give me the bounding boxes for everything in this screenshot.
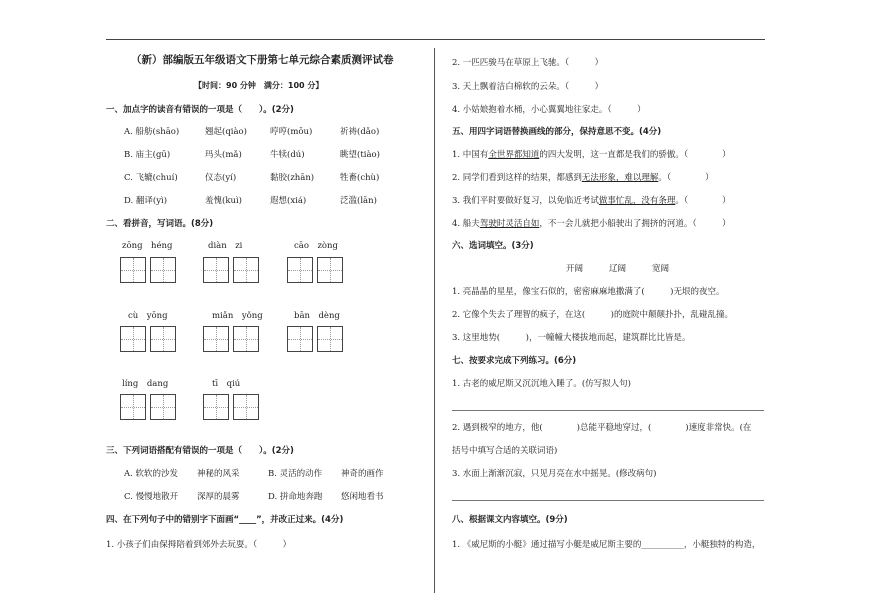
pinyin-label: diàn zi <box>208 241 243 251</box>
writing-grid[interactable] <box>203 257 259 283</box>
writing-grid[interactable] <box>287 326 343 352</box>
s3-option: 神秘的风采 <box>197 469 240 479</box>
s1-option: C. 飞辘(chuí) <box>124 173 178 183</box>
pinyin-label: líng dang <box>122 379 169 389</box>
s5-item: 1. 中国有全世界都知道的四大发明，这一直都是我们的骄傲。（ ） <box>452 150 731 160</box>
pinyin-label: miǎn yǒng <box>212 311 263 321</box>
s5-item: 2. 同学们看到这样的结果，都感到无法形象，难以理解。（ ） <box>452 173 714 183</box>
writing-grid[interactable] <box>287 257 343 283</box>
s1-option: 哼哼(mōu) <box>270 127 313 137</box>
s3-option: B. 灵活的动作 <box>268 469 323 479</box>
word-choice: 宽阔 <box>652 264 670 274</box>
s4-item: 2. 一匹匹骏马在草原上飞驰。（ ） <box>452 58 604 68</box>
s3-option: C. 慢慢地散开 <box>124 492 179 502</box>
s1-option: B. 庙主(gū) <box>124 150 171 160</box>
s3-option: A. 软软的沙发 <box>124 469 179 479</box>
s1-option: 牲畜(chù) <box>340 173 380 183</box>
section-6-heading: 六、选词填空。(3分) <box>452 241 534 251</box>
writing-grid[interactable] <box>120 326 176 352</box>
s3-option: 悠闲地看书 <box>341 492 384 502</box>
s7-item: 1. 古老的威尼斯又沉沉地入睡了。(仿写拟人句) <box>452 379 631 389</box>
section-5-heading: 五、用四字词语替换画线的部分，保持意思不变。(4分) <box>452 127 662 137</box>
pinyin-label: bān dèng <box>294 311 340 321</box>
s1-option: 泛滥(lān) <box>340 196 377 206</box>
answer-line[interactable] <box>452 500 764 501</box>
s1-option: 黏胶(zhān) <box>270 173 315 183</box>
s3-option: 神奇的画作 <box>341 469 384 479</box>
writing-grid[interactable] <box>203 394 259 420</box>
s7-item: 3. 水面上渐渐沉寂，只见月亮在水中摇晃。(修改病句) <box>452 469 657 479</box>
writing-grid[interactable] <box>203 326 259 352</box>
section-2-heading: 二、看拼音，写词语。(8分) <box>106 219 214 229</box>
s6-item: 1. 亮晶晶的星星，像宝石似的，密密麻麻地撒满了( )无垠的夜空。 <box>452 287 725 297</box>
exam-subtitle: 【时间：90 分钟 满分：100 分】 <box>194 81 324 90</box>
answer-line[interactable] <box>452 410 764 411</box>
s1-option: A. 船舫(shāo) <box>124 127 180 137</box>
writing-grid[interactable] <box>120 257 176 283</box>
s1-option: 玛头(mǎ) <box>205 150 242 160</box>
s3-option: 深厚的晨雾 <box>197 492 240 502</box>
section-8-heading: 八、根据课文内容填空。(9分) <box>452 515 568 525</box>
pinyin-label: zōng héng <box>122 241 173 251</box>
section-3-heading: 三、下列词语搭配有错误的一项是（ ）。(2分) <box>106 446 294 456</box>
pinyin-label: cāo zòng <box>294 241 338 251</box>
s1-option: 眺望(tiào) <box>340 150 380 160</box>
writing-grid[interactable] <box>120 394 176 420</box>
s1-option: 遐想(xiá) <box>270 196 307 206</box>
s3-option: D. 拼命地奔跑 <box>268 492 323 502</box>
s1-option: 仪态(yí) <box>205 173 237 183</box>
s7-item: 括号中填写合适的关联词语) <box>452 446 558 456</box>
s4-item: 3. 天上飘着洁白棉软的云朵。（ ） <box>452 82 604 92</box>
s7-item: 2. 遇到极窄的地方，他( )总能平稳地穿过，( )速度非常快。(在 <box>452 423 752 433</box>
section-4-heading: 四、在下列句子中的错别字下面画“____”，并改正过来。(4分) <box>106 515 344 525</box>
exam-title: （新）部编版五年级语文下册第七单元综合素质测评试卷 <box>131 54 394 66</box>
s1-option: 祈祷(dǎo) <box>340 127 380 137</box>
s4-item: 4. 小姑娘抱着水桶，小心翼翼地往家走。（ ） <box>452 105 646 115</box>
s1-option: D. 翻译(yì) <box>124 196 168 206</box>
pinyin-label: cù yōng <box>128 311 168 321</box>
s5-item: 4. 船夫驾驶时灵活自如，不一会儿就把小船驶出了拥挤的河道。（ ） <box>452 219 731 229</box>
s1-option: 羞愧(kuì) <box>205 196 242 206</box>
s8-item: 1. 《威尼斯的小艇》通过描写小艇是威尼斯主要的__________，小艇独特的构造， <box>452 540 761 550</box>
pinyin-label: tī qiú <box>212 379 241 389</box>
s6-item: 2. 它像个失去了理智的疯子，在这( )的庭院中颠颠扑扑，乱碰乱撞。 <box>452 310 733 320</box>
s4-item: 1. 小孩子们由保拇陪着到郊外去玩耍。（ ） <box>106 540 292 550</box>
section-1-heading: 一、加点字的读音有错误的一项是（ ）。(2分) <box>106 105 294 115</box>
column-divider <box>434 48 435 593</box>
s1-option: 翘起(qiào) <box>205 127 247 137</box>
word-choice: 辽阔 <box>609 264 627 274</box>
s6-item: 3. 这里地势( )，一幢幢大楼拔地而起，建筑群比比皆是。 <box>452 333 691 343</box>
s5-item: 3. 我们平时要做好复习，以免临近考试做事忙乱，没有条理。（ ） <box>452 196 731 206</box>
header-rule <box>106 39 765 40</box>
s1-option: 牛犊(dú) <box>270 150 305 160</box>
section-7-heading: 七、按要求完成下列练习。(6分) <box>452 356 577 366</box>
word-choice: 开阔 <box>566 264 584 274</box>
